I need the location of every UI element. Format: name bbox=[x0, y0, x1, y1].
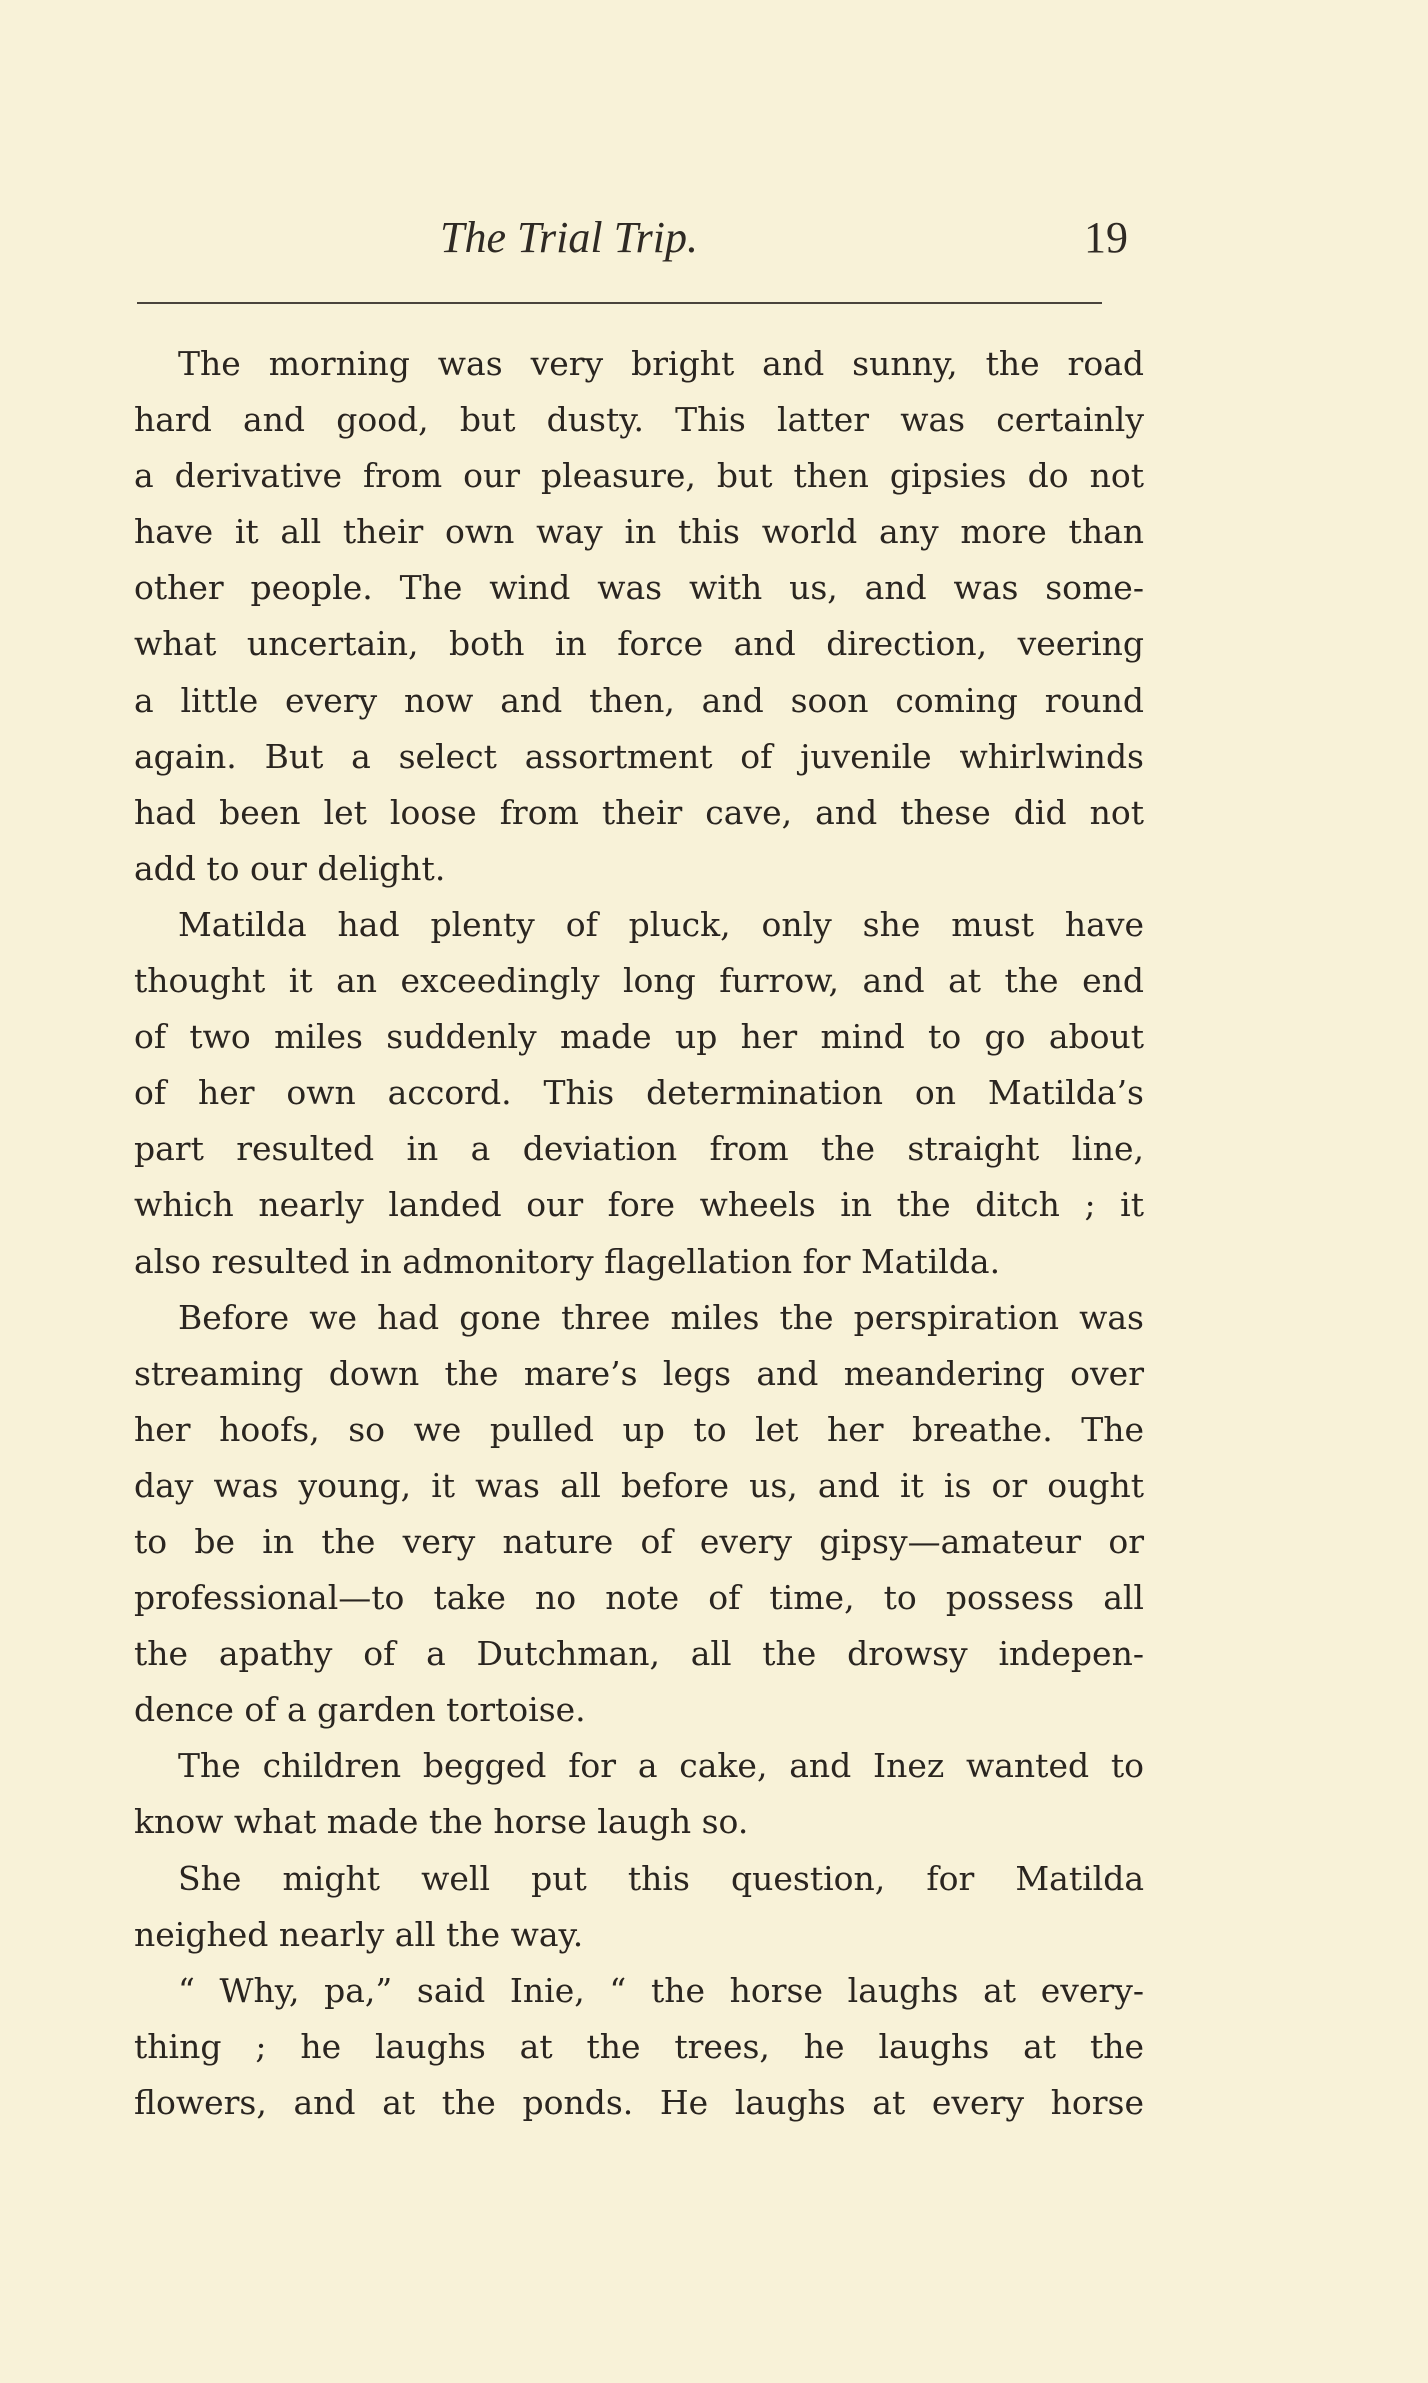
text-line: a derivative from our pleasure, but then gipsies do not bbox=[134, 456, 1144, 496]
text-line: The children begged for a cake, and Inez wanted to bbox=[178, 1746, 1144, 1786]
text-line: day was young, it was all before us, and it is or ought bbox=[134, 1465, 1144, 1505]
text-line: a little every now and then, and soon coming round bbox=[134, 680, 1144, 720]
text-line: her hoofs, so we pulled up to let her breathe. The bbox=[134, 1409, 1144, 1449]
text-line: what uncertain, both in force and direction, veering bbox=[134, 624, 1144, 664]
text-line: professional—to take no note of time, to possess all bbox=[134, 1578, 1144, 1618]
text-line: which nearly landed our fore wheels in the ditch ; it bbox=[134, 1185, 1144, 1225]
text-line: have it all their own way in this world any more than bbox=[134, 512, 1144, 552]
text-line: thing ; he laughs at the trees, he laughs at the bbox=[134, 2026, 1144, 2066]
text-line: dence of a garden tortoise. bbox=[134, 1690, 586, 1730]
text-line: know what made the horse laugh so. bbox=[134, 1802, 749, 1842]
text-line: flowers, and at the ponds. He laughs at every horse bbox=[134, 2082, 1144, 2122]
text-line: “ Why, pa,” said Inie, “ the horse laughs at every- bbox=[178, 1970, 1144, 2010]
text-line: other people. The wind was with us, and was some- bbox=[134, 568, 1144, 608]
page-number: 19 bbox=[1084, 213, 1128, 262]
running-header-title: The Trial Trip. bbox=[440, 213, 699, 262]
text-line: Before we had gone three miles the perspiration was bbox=[178, 1297, 1144, 1337]
text-line: again. But a select assortment of juvenile whirlwinds bbox=[134, 736, 1144, 776]
text-line: add to our delight. bbox=[134, 848, 446, 888]
text-line: She might well put this question, for Matilda bbox=[178, 1858, 1144, 1898]
text-line: of two miles suddenly made up her mind to go about bbox=[134, 1017, 1144, 1057]
text-line: neighed nearly all the way. bbox=[134, 1914, 584, 1954]
text-line: the apathy of a Dutchman, all the drowsy indepen- bbox=[134, 1634, 1144, 1674]
text-line: thought it an exceedingly long furrow, and at the end bbox=[134, 961, 1144, 1001]
text-line: streaming down the mare’s legs and meandering over bbox=[134, 1353, 1144, 1393]
text-line: The morning was very bright and sunny, the road bbox=[178, 344, 1144, 383]
text-line: to be in the very nature of every gipsy—amateur or bbox=[134, 1521, 1144, 1561]
body-text bbox=[134, 336, 1144, 2131]
text-line: Matilda had plenty of pluck, only she must have bbox=[178, 904, 1144, 944]
text-line: part resulted in a deviation from the straight line, bbox=[134, 1129, 1144, 1169]
text-line: also resulted in admonitory flagellation for Matilda. bbox=[134, 1241, 1001, 1281]
text-line: hard and good, but dusty. This latter was certainly bbox=[134, 400, 1144, 440]
text-line: of her own accord. This determination on Matilda’s bbox=[134, 1073, 1144, 1113]
text-line: had been let loose from their cave, and these did not bbox=[134, 792, 1144, 832]
header-rule bbox=[137, 302, 1102, 304]
